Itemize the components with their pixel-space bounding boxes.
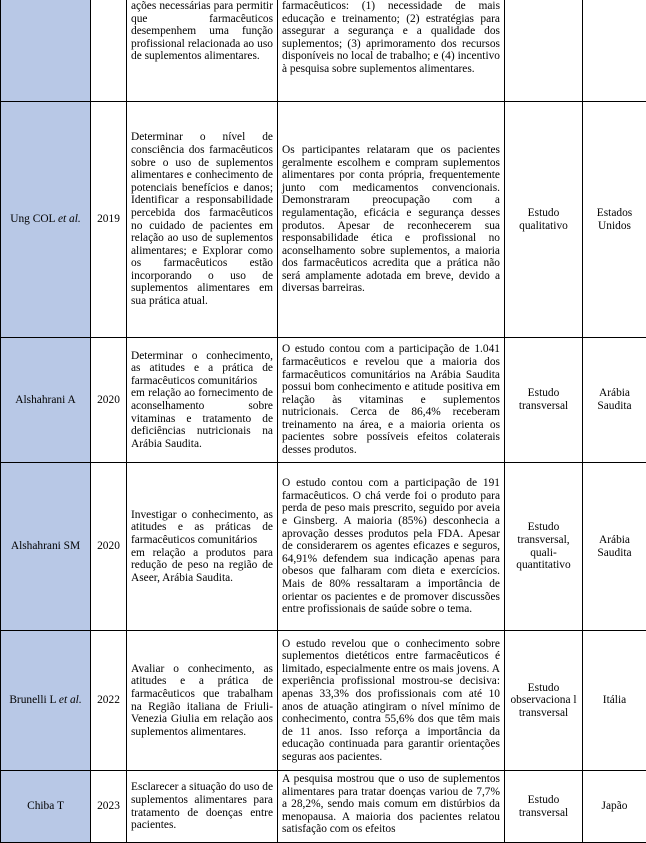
table-row xyxy=(1,771,646,843)
objective-cell xyxy=(127,771,278,843)
country-cell: Japão xyxy=(583,771,646,843)
country-cell xyxy=(583,0,646,102)
objective-text: Esclarecer a situação do uso de suplementos alimentares para tratamento de doenças entre pacientes. xyxy=(131,781,273,831)
design-cell: Estudo transversal, quali-quantitativo xyxy=(505,463,583,631)
year-cell: 2019 xyxy=(91,102,127,338)
results-text: O estudo contou com a participação de 191 farmacêuticos. O chá verde foi o produto para perda de peso mais prescrito, seguido por aveia e Ginsberg. A maioria (85%) desconhecia a aprovação desses produtos pela FDA. Apesar de considerarem os agentes eficazes e seguros, 64,91% defendem sua indicação apenas para obesos que falharam com dieta e exercícios. Mais de 80% ressaltaram a importância de orientar os pacientes e de promover discussões entre profissionais de saúde sobre o tema. xyxy=(282,477,500,616)
objective-cell xyxy=(127,631,278,771)
objective-cell xyxy=(127,102,278,338)
objective-text: Determinar o conhecimento, as atitudes e a prática de farmacêuticos comunitários xyxy=(131,350,273,388)
author-cell xyxy=(1,0,91,102)
table-row xyxy=(1,102,646,338)
objective-text: Determinar o nível de consciência dos farmacêuticos sobre o uso de suplementos alimentares e conhecimento de potenciais benefícios e danos; Identificar a responsabilidade percebida dos farmacêuticos no cuidado de pacientes em relação ao uso de suplementos alimentares; e Explorar como os farmacêuticos estão incorporando o uso de suplementos alimentares em sua prática atual. xyxy=(131,131,273,307)
year-cell: 2022 xyxy=(91,631,127,771)
table-row xyxy=(1,0,646,102)
results-cell xyxy=(278,338,505,463)
author-name: Alshahrani A xyxy=(15,394,75,406)
design-cell: Estudo transversal xyxy=(505,771,583,843)
author-etal: et al. xyxy=(59,694,82,706)
country-cell: Itália xyxy=(583,631,646,771)
results-text: O estudo contou com a participação de 1.041 farmacêuticos e revelou que a maioria dos farmacêuticos comunitários na Arábia Saudita possui bom conhecimento e atitude positiva em relação às vitaminas e suplementos nutricionais. Cerca de 86,4% receberam treinamento na área, e a maioria orienta os pacientes sobre possíveis efeitos colaterais desses produtos. xyxy=(282,343,500,456)
author-etal: et al. xyxy=(58,213,81,225)
country-cell: Arábia Saudita xyxy=(583,338,646,463)
year-cell: 2023 xyxy=(91,771,127,843)
results-cell xyxy=(278,0,505,102)
objective-cell xyxy=(127,338,278,463)
objective-cell xyxy=(127,0,278,102)
results-text: A pesquisa mostrou que o uso de suplementos alimentares para tratar doenças variou de 7,7% a 28,2%, sendo mais comum em distúrbios da menopausa. A maioria dos pacientes relatou satisfação com os efeitos xyxy=(282,773,500,836)
objective-text: em relação a produtos para redução de peso na região de Aseer, Arábia Saudita. xyxy=(131,547,273,585)
results-cell xyxy=(278,463,505,631)
year-cell: 2020 xyxy=(91,338,127,463)
design-cell: Estudo transversal xyxy=(505,338,583,463)
objective-text: Avaliar o conhecimento, as atitudes e a prática de farmacêuticos que trabalham na Região italiana de Friuli-Venezia Giulia em relação aos suplementos alimentares. xyxy=(131,663,273,739)
results-text: farmacêuticos: (1) necessidade de mais educação e treinamento; (2) estratégias para assegurar a segurança e a qualidade dos suplementos; (3) aprimoramento dos recursos disponíveis no local de trabalho; e (4) incentivo à pesquisa sobre suplementos alimentares. xyxy=(282,0,500,76)
results-cell xyxy=(278,102,505,338)
year-cell: 2020 xyxy=(91,463,127,631)
author-cell xyxy=(1,771,91,843)
objective-text: ações necessárias para permitir que farmacêuticos desempenhem uma função profissional relacionada ao uso de suplementos alimentares. xyxy=(131,0,273,63)
author-cell xyxy=(1,102,91,338)
results-cell xyxy=(278,631,505,771)
author-name: Chiba T xyxy=(27,800,64,812)
design-cell: Estudo qualitativo xyxy=(505,102,583,338)
results-text: Os participantes relataram que os pacientes geralmente escolhem e compram suplementos alimentares por conta própria, frequentemente junto com medicamentos convencionais. Demonstraram preocupação com a regulamentação, eficácia e segurança desses produtos. Apesar de reconhecerem sua responsabilidade ética e profissional no aconselhamento sobre suplementos, a maioria dos farmacêuticos acredita que a prática não será amplamente adotada em breve, devido a diversas barreiras. xyxy=(282,144,500,295)
author-name: Alshahrani SM xyxy=(11,540,80,552)
year-cell xyxy=(91,0,127,102)
results-text: O estudo revelou que o conhecimento sobre suplementos dietéticos entre farmacêuticos é limitado, especialmente entre os mais jovens. A experiência profissional mostrou-se decisiva: apenas 33,3% dos profissionais com até 10 anos de atuação atingiram o nível mínimo de conhecimento, contra 55,6% dos que têm mais de 11 anos. Isso reforça a importância da educação continuada para garantir orientações seguras aos pacientes. xyxy=(282,638,500,764)
country-cell: Arábia Saudita xyxy=(583,463,646,631)
design-cell: Estudo observaciona l transversal xyxy=(505,631,583,771)
author-name: Ung COL xyxy=(10,213,55,225)
design-cell xyxy=(505,0,583,102)
objective-text: em relação ao fornecimento de aconselhamento sobre vitaminas e tratamento de deficiências nutricionais na Arábia Saudita. xyxy=(131,387,273,450)
country-cell: Estados Unidos xyxy=(583,102,646,338)
objective-cell xyxy=(127,463,278,631)
author-cell xyxy=(1,631,91,771)
table-row xyxy=(1,631,646,771)
table-row xyxy=(1,463,646,631)
objective-text: Investigar o conhecimento, as atitudes e as práticas de farmacêuticos comunitários xyxy=(131,509,273,547)
author-name: Brunelli L xyxy=(9,694,56,706)
author-cell xyxy=(1,463,91,631)
table-row xyxy=(1,338,646,463)
author-cell xyxy=(1,338,91,463)
results-cell xyxy=(278,771,505,843)
